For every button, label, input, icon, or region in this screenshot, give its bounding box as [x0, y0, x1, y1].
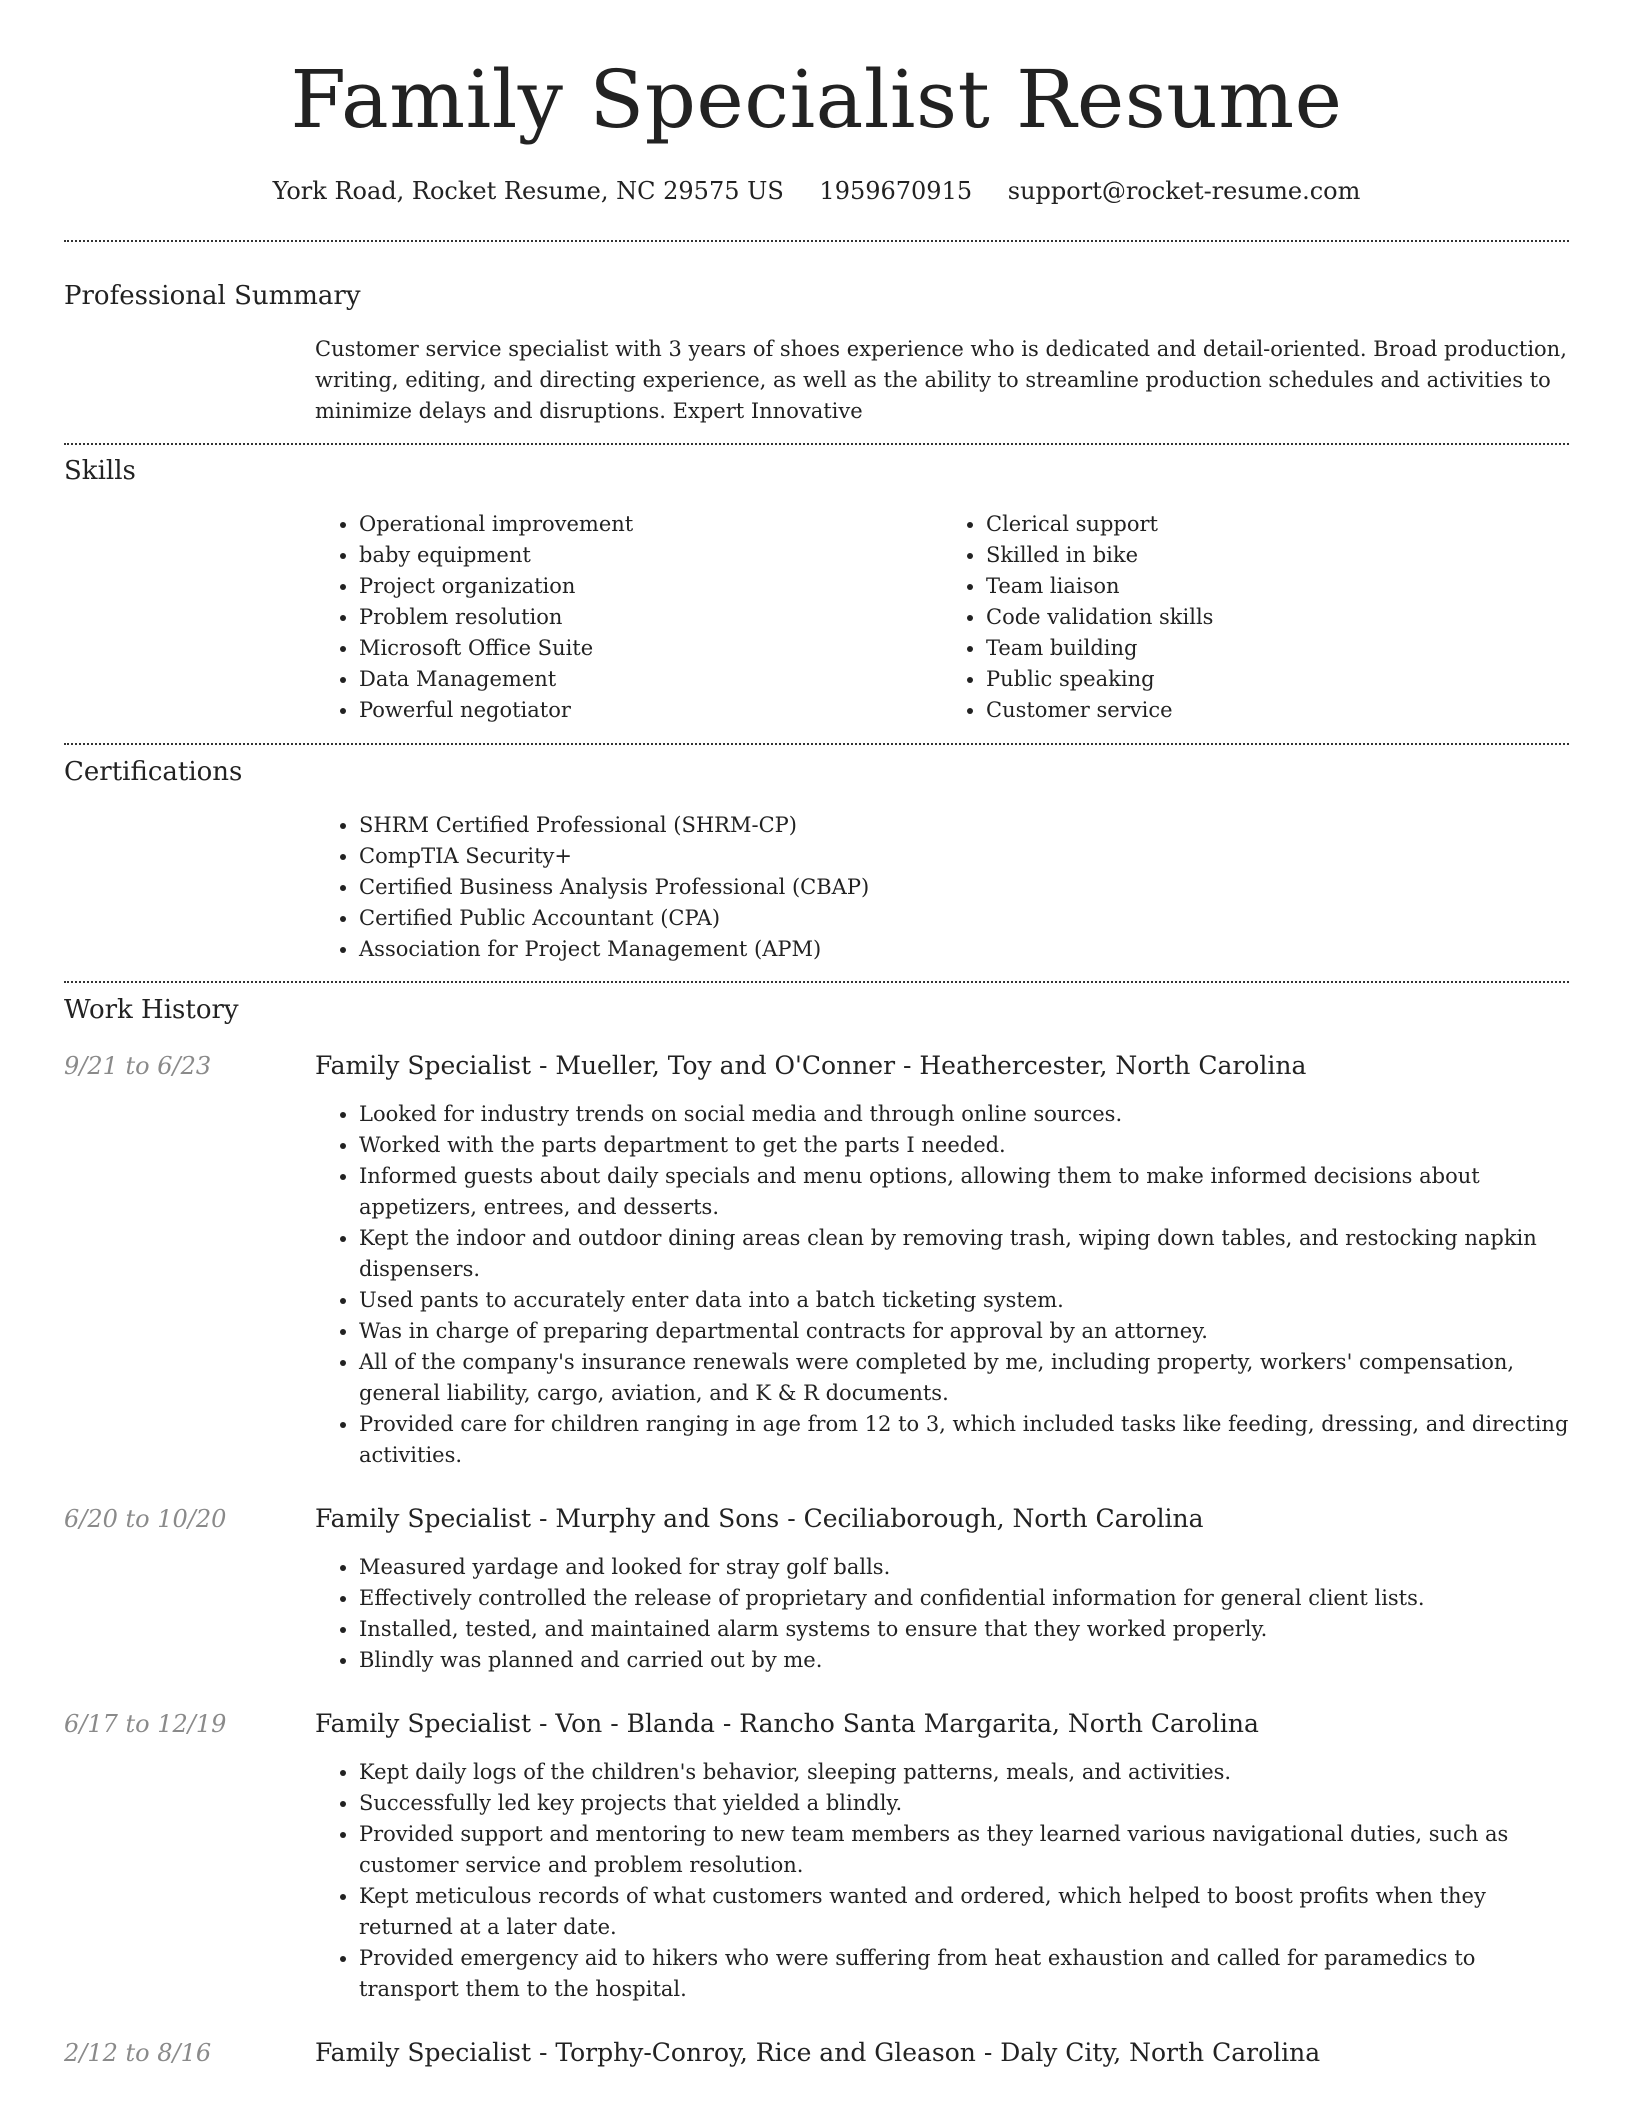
section-heading: Work History [64, 995, 239, 1025]
contact-email: support@rocket-resume.com [1007, 177, 1361, 205]
job-bullet: • Provided care for children ranging in age from 12 to 3, which included tasks like feeding, dressing, and directing activities. [359, 1409, 1569, 1471]
divider [64, 443, 1569, 445]
certification-item: • Certified Public Accountant (CPA) [359, 903, 1569, 934]
certification-item: • Certified Business Analysis Professional (CBAP) [359, 872, 1569, 903]
job-bullet: • Informed guests about daily specials and menu options, allowing them to make informed decisions about appetizers, entrees, and desserts. [359, 1161, 1569, 1223]
job-duties [315, 1099, 1569, 1471]
skills-block [315, 509, 1569, 726]
contact-line [64, 176, 1569, 206]
job-bullet: • Kept daily logs of the children's behavior, sleeping patterns, meals, and activities. [359, 1757, 1569, 1788]
job-bullets [315, 1099, 1569, 1471]
job-bullets [315, 1552, 1569, 1676]
certification-item: • SHRM Certified Professional (SHRM-CP) [359, 810, 1569, 841]
job-bullet: • Kept the indoor and outdoor dining areas clean by removing trash, wiping down tables, and restocking napkin dispensers. [359, 1223, 1569, 1285]
job-bullets [315, 1757, 1569, 2005]
job-dates: 9/21 to 6/23 [64, 1052, 212, 1080]
job-title: Family Specialist - Von - Blanda - Rancho Santa Margarita, North Carolina [315, 1709, 1259, 1738]
skill-item: • Powerful negotiator [359, 695, 942, 726]
skill-item: • Microsoft Office Suite [359, 633, 942, 664]
job-bullet: • Successfully led key projects that yielded a blindly. [359, 1788, 1569, 1819]
resume-page [64, 0, 1569, 2069]
job-entry [64, 1708, 1569, 2005]
section-summary [64, 280, 1569, 427]
skill-item: • Public speaking [986, 664, 1569, 695]
job-bullet: • Worked with the parts department to get the parts I needed. [359, 1130, 1569, 1161]
skill-item: • Data Management [359, 664, 942, 695]
divider [64, 981, 1569, 983]
certifications-block [315, 810, 1569, 965]
divider [64, 240, 1569, 242]
job-entry [64, 1050, 1569, 1471]
job-header [64, 1503, 1569, 1535]
skills-list-left [315, 509, 942, 726]
job-dates: 6/20 to 10/20 [64, 1505, 227, 1533]
skill-item: • Skilled in bike [986, 540, 1569, 571]
job-title: Family Specialist - Torphy-Conroy, Rice and Gleason - Daly City, North Carolina [315, 2038, 1321, 2067]
section-heading: Skills [64, 456, 136, 486]
job-dates: 2/12 to 8/16 [64, 2039, 212, 2067]
job-bullet: • Provided emergency aid to hikers who were suffering from heat exhaustion and called for paramedics to transport them to the hospital. [359, 1943, 1569, 2005]
job-bullet: • Used pants to accurately enter data into a batch ticketing system. [359, 1285, 1569, 1316]
skill-item: • Problem resolution [359, 602, 942, 633]
skill-item: • Operational improvement [359, 509, 942, 540]
certification-item: • Association for Project Management (APM) [359, 934, 1569, 965]
job-title: Family Specialist - Murphy and Sons - Ceciliaborough, North Carolina [315, 1504, 1204, 1533]
job-entry [64, 2037, 1569, 2069]
skill-item: • Team building [986, 633, 1569, 664]
section-skills [64, 455, 1569, 726]
skills-grid [315, 509, 1569, 726]
summary-block [315, 334, 1569, 427]
job-header [64, 2037, 1569, 2069]
job-bullet: • Measured yardage and looked for stray golf balls. [359, 1552, 1569, 1583]
job-bullet: • Blindly was planned and carried out by me. [359, 1645, 1569, 1676]
divider [64, 743, 1569, 745]
skill-item: • baby equipment [359, 540, 942, 571]
skill-item: • Project organization [359, 571, 942, 602]
contact-address: York Road, Rocket Resume, NC 29575 US [272, 177, 784, 205]
job-bullet: • Was in charge of preparing departmental contracts for approval by an attorney. [359, 1316, 1569, 1347]
skill-item: • Customer service [986, 695, 1569, 726]
job-bullet: • Provided support and mentoring to new team members as they learned various navigational duties, such as customer service and problem resolution. [359, 1819, 1569, 1881]
job-bullet: • Effectively controlled the release of proprietary and confidential information for general client lists. [359, 1583, 1569, 1614]
contact-phone: 1959670915 [819, 177, 973, 205]
certification-item: • CompTIA Security+ [359, 841, 1569, 872]
job-duties [315, 1757, 1569, 2005]
section-heading: Certifications [64, 757, 243, 787]
certifications-list [315, 810, 1569, 965]
job-bullet: • Looked for industry trends on social media and through online sources. [359, 1099, 1569, 1130]
job-dates: 6/17 to 12/19 [64, 1710, 227, 1738]
job-bullet: • Installed, tested, and maintained alarm systems to ensure that they worked properly. [359, 1614, 1569, 1645]
section-certifications [64, 756, 1569, 965]
job-entry [64, 1503, 1569, 1676]
summary-text: Customer service specialist with 3 years of shoes experience who is dedicated and detail-oriented. Broad production, writing, editing, and directing experience, as well as the ability to streamline production schedules and activities to minimize delays and disruptions. Expert Innovative [315, 337, 1567, 423]
skill-item: • Code validation skills [986, 602, 1569, 633]
job-header [64, 1708, 1569, 1740]
job-header [64, 1050, 1569, 1082]
resume-title: Family Specialist Resume [290, 53, 1343, 146]
job-bullet: • Kept meticulous records of what customers wanted and ordered, which helped to boost profits when they returned at a later date. [359, 1881, 1569, 1943]
job-title: Family Specialist - Mueller, Toy and O'Conner - Heathercester, North Carolina [315, 1051, 1307, 1080]
section-work-history [64, 994, 1569, 2069]
job-duties [315, 1552, 1569, 1676]
job-bullet: • All of the company's insurance renewals were completed by me, including property, workers' compensation, general liability, cargo, aviation, and K & R documents. [359, 1347, 1569, 1409]
skill-item: • Team liaison [986, 571, 1569, 602]
skill-item: • Clerical support [986, 509, 1569, 540]
skills-list-right [942, 509, 1569, 726]
section-heading: Professional Summary [64, 281, 361, 311]
